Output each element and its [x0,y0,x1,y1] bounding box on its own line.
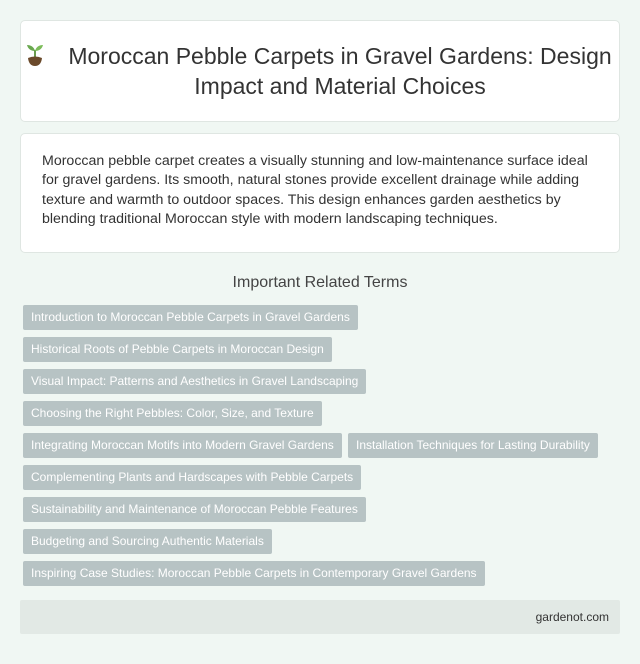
intro-card [20,133,620,253]
footer [20,600,620,634]
title-row [21,41,619,101]
footer-site-link[interactable]: gardenot.com [535,610,609,624]
sprout-icon [21,41,49,69]
related-term-tag[interactable]: Historical Roots of Pebble Carpets in Moroccan Design [23,337,332,362]
page-title: Moroccan Pebble Carpets in Gravel Gardens: Design Impact and Material Choices [68,43,612,99]
title-card [20,20,620,122]
related-terms-heading: Important Related Terms [232,274,408,291]
related-term-tag[interactable]: Budgeting and Sourcing Authentic Materials [23,529,272,554]
intro-paragraph: Moroccan pebble carpet creates a visually stunning and low-maintenance surface ideal for gravel gardens. Its smooth, natural stones provide excellent drainage while adding texture and warmth to outdoor spaces. This design enhances garden aesthetics by blending traditional Moroccan style with modern landscaping techniques. [42,153,588,228]
related-term-tag[interactable]: Introduction to Moroccan Pebble Carpets in Gravel Gardens [23,305,358,330]
related-term-tag[interactable]: Visual Impact: Patterns and Aesthetics in Gravel Landscaping [23,369,366,394]
related-term-tag[interactable]: Inspiring Case Studies: Moroccan Pebble Carpets in Contemporary Gravel Gardens [23,561,485,586]
related-term-tag[interactable]: Installation Techniques for Lasting Durability [348,433,598,458]
related-term-tag[interactable]: Complementing Plants and Hardscapes with Pebble Carpets [23,465,361,490]
related-term-tag[interactable]: Choosing the Right Pebbles: Color, Size, and Texture [23,401,322,426]
related-term-tag[interactable]: Sustainability and Maintenance of Moroccan Pebble Features [23,497,366,522]
related-term-tag[interactable]: Integrating Moroccan Motifs into Modern Gravel Gardens [23,433,342,458]
